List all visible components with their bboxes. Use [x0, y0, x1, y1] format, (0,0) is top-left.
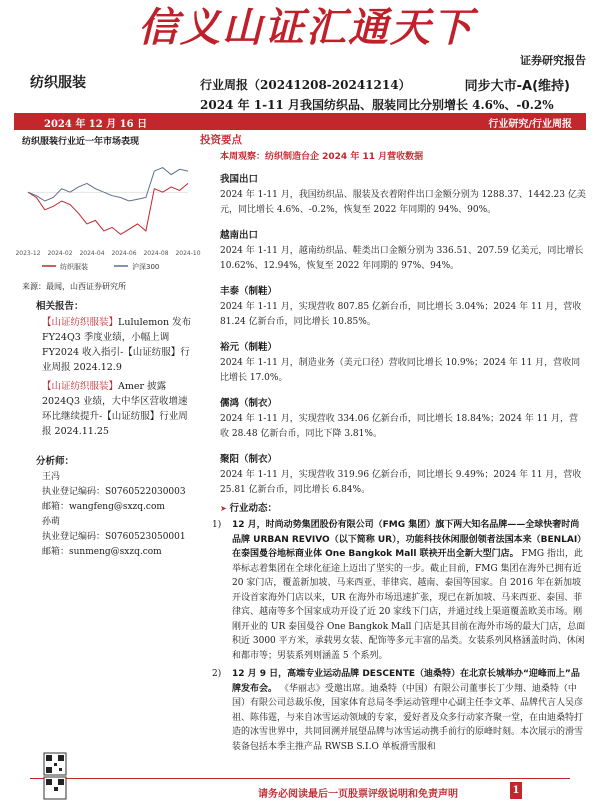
x-tick-label: 2023-12	[15, 250, 41, 257]
item-number: 2)	[212, 669, 222, 679]
left-sidebar	[14, 132, 201, 762]
section-text: 2024 年 1-11 月，实现营收 319.96 亿新台币，同比增长 9.49%；2024 年 11 月，营收 25.81 亿新台币，同比增长 6.84%。	[220, 470, 582, 495]
related-text: Lululemon 发布 FY24Q3 季度业绩，小幅上调 FY2024 收入指引	[42, 317, 192, 358]
analyst-name: 王冯	[42, 472, 61, 482]
section-heading: 越南出口	[220, 230, 259, 241]
analyst-heading: 分析师：	[36, 456, 75, 467]
report-category: 行业研究/行业周报	[488, 119, 572, 130]
legend-label: 纺织服装	[60, 263, 88, 271]
item-lead: 12 月，时尚动势集团股份有限公司（FMG 集团）旗下两大知名品牌——全球快奢时尚品牌 URBAN REVIVO（以下简称 UR），功能科技休闲服创领者法国本来（BENLAI）在泰国曼谷地标商业体 One Bangkok Mall 联袂开出全新大型门店。	[232, 520, 582, 559]
dynamics-title: ➤ 行业动态：	[220, 500, 586, 514]
disclaimer: 请务必阅读最后一页股票评级说明和免责声明	[258, 789, 458, 800]
item-text: FMG 指出，此举标志着集团在全球化征途上迈出了坚实的一步。截止目前，FMG 集团在海外已拥有近 20 家门店，覆盖新加坡、马来西亚、菲律宾、越南、泰国等国家。自 2016 年在新加坡开设首家海外门店以来，UR 在海外市场迅速扩张，现已在新加坡、马来西亚、泰国、菲律宾、越南等多个国家成功开设了近 20 家线下门店，并通过线上渠道覆盖欧美市场。刚刚开业的 UR 泰国曼谷 One Bangkok Mall 门店是其目前在海外市场的最大门店，总面积近 3000 平方米，承载男女装、配饰等多元丰富的品类。女装系列风格涵盖时尚、休闲和都市等；男装系列则涵盖 5 个系列。	[232, 549, 586, 661]
section-text: 2024 年 1-11 月，我国纺织品、服装及衣着附件出口金额分别为 1288.37、1442.23 亿美元，同比增长 4.6%、-0.2%，恢复至 2022 年同期的 94%、90%。	[220, 190, 586, 215]
date-bar	[14, 113, 586, 130]
analyst-reg: 执业登记编码：S0760522030003	[42, 487, 186, 497]
analyst-block-1	[42, 470, 194, 515]
list-item	[200, 667, 586, 754]
item-number: 1)	[212, 520, 222, 530]
qr-code-icon	[44, 753, 66, 799]
brand-logo: 信义山证汇通天下	[138, 5, 474, 51]
legend-label: 沪深300	[132, 263, 160, 271]
data-section	[220, 451, 586, 498]
x-tick-label: 2024-02	[47, 250, 73, 257]
related-tag: 【山证纺织服装】	[42, 317, 119, 328]
related-tag: 【山证纺织服装】	[42, 381, 119, 392]
section-title: 投资要点	[200, 134, 242, 146]
data-section	[220, 339, 586, 386]
series-line-1	[28, 168, 188, 201]
related-report-2[interactable]	[42, 379, 192, 439]
main-content	[200, 132, 586, 498]
item-text: 《华丽志》受邀出席。迪桑特（中国）有限公司董事长丁少翔、迪桑特（中国）有限公司总裁乐俊，国家体育总局冬季运动管理中心副主任李文革、品牌代言人吴彦祖、陈伟霆，与来自冰雪运动领域的专家，爱好者及众多行动家齐聚一堂，在由迪桑特打造的冰雪世界中，共同回溯并展望品牌与冰雪运动携手前行的原峰时刻。本次展示的滑雪装备包括本季主推产品 RWSB S.I.O 单板滑雪服和	[232, 683, 584, 752]
data-section	[220, 283, 586, 330]
section-heading: 丰泰（制鞋）	[220, 286, 278, 297]
footer-divider	[30, 778, 570, 779]
data-section	[220, 395, 586, 442]
analyst-reg: 执业登记编码：S0760523050001	[42, 532, 186, 542]
related-report-1[interactable]	[42, 315, 192, 375]
related-heading: 相关报告：	[36, 301, 84, 312]
related-tail: -【山证纺服】行业周报 2024.11.25	[42, 411, 188, 437]
section-text: 2024 年 1-11 月，越南纺织品、鞋类出口金额分别为 336.51、207.59 亿美元，同比增长 10.62%、12.94%，恢复至 2022 年同期的 97%、94%。	[220, 246, 584, 271]
section-heading: 儒鸿（制衣）	[220, 398, 278, 409]
related-tail: -【山证纺服】行业周报 2024.12.9	[42, 347, 190, 373]
x-tick-label: 2024-04	[79, 250, 105, 257]
analyst-name: 孙萌	[42, 517, 61, 527]
page-footer	[0, 775, 600, 800]
section-text: 2024 年 1-11 月，实现营收 807.85 亿新台币，同比增长 3.04%；2024 年 11 月，营收 81.24 亿新台币，同比增长 10.85%。	[220, 302, 582, 327]
report-tag: 证券研究报告	[520, 54, 586, 67]
report-date: 2024 年 12 月 16 日	[44, 119, 148, 130]
industry-dynamics	[200, 500, 586, 754]
series-line-0	[28, 183, 188, 234]
x-tick-label: 2024-10	[175, 250, 201, 257]
x-tick-label: 2024-08	[143, 250, 169, 257]
analyst-email[interactable]: 邮箱：wangfeng@sxzq.com	[42, 502, 165, 512]
sector-label: 纺织服装	[30, 75, 86, 91]
section-heading: 我国出口	[220, 174, 259, 185]
item-lead: 12 月 9 日，高端专业运动品牌 DESCENTE（迪桑特）在北京长城举办“迎峰而上”品牌发布会。	[232, 669, 580, 694]
data-section	[220, 227, 586, 274]
chart-canvas	[15, 147, 201, 277]
list-item	[200, 518, 586, 663]
section-heading: 裕元（制鞋）	[220, 342, 278, 353]
section-text: 2024 年 1-11 月，制造业务（美元口径）营收同比增长 10.9%；2024 年 11 月，营收同比增长 17.0%。	[220, 358, 581, 383]
chart-title: 纺织服装行业近一年市场表现	[22, 137, 140, 147]
chart-source: 来源：最闻，山西证券研究所	[22, 282, 126, 291]
x-tick-label: 2024-06	[111, 250, 137, 257]
rating-label: 同步大市-A(维持)	[464, 79, 570, 94]
week-view: 本周观察：纺织制造台企 2024 年 11 月营收数据	[220, 152, 424, 162]
data-section	[220, 171, 586, 218]
section-text: 2024 年 1-11 月，实现营收 334.06 亿新台币，同比增长 18.84%；2024 年 11 月，营收 28.48 亿新台币，同比下降 3.81%。	[220, 414, 579, 439]
analyst-email[interactable]: 邮箱：sunmeng@sxzq.com	[42, 547, 162, 557]
market-chart	[15, 147, 201, 277]
page-title: 2024 年 1-11 月我国纺织品、服装同比分别增长 4.6%、-0.2%	[200, 98, 554, 112]
report-type: 行业周报（20241208-20241214）	[200, 78, 411, 92]
section-heading: 聚阳（制衣）	[220, 454, 278, 465]
page-number: 1	[510, 782, 522, 799]
related-text: Amer 披露 2024Q3 业绩，大中华区营收增速环比继续提升	[42, 381, 188, 422]
analyst-block-2	[42, 515, 194, 560]
